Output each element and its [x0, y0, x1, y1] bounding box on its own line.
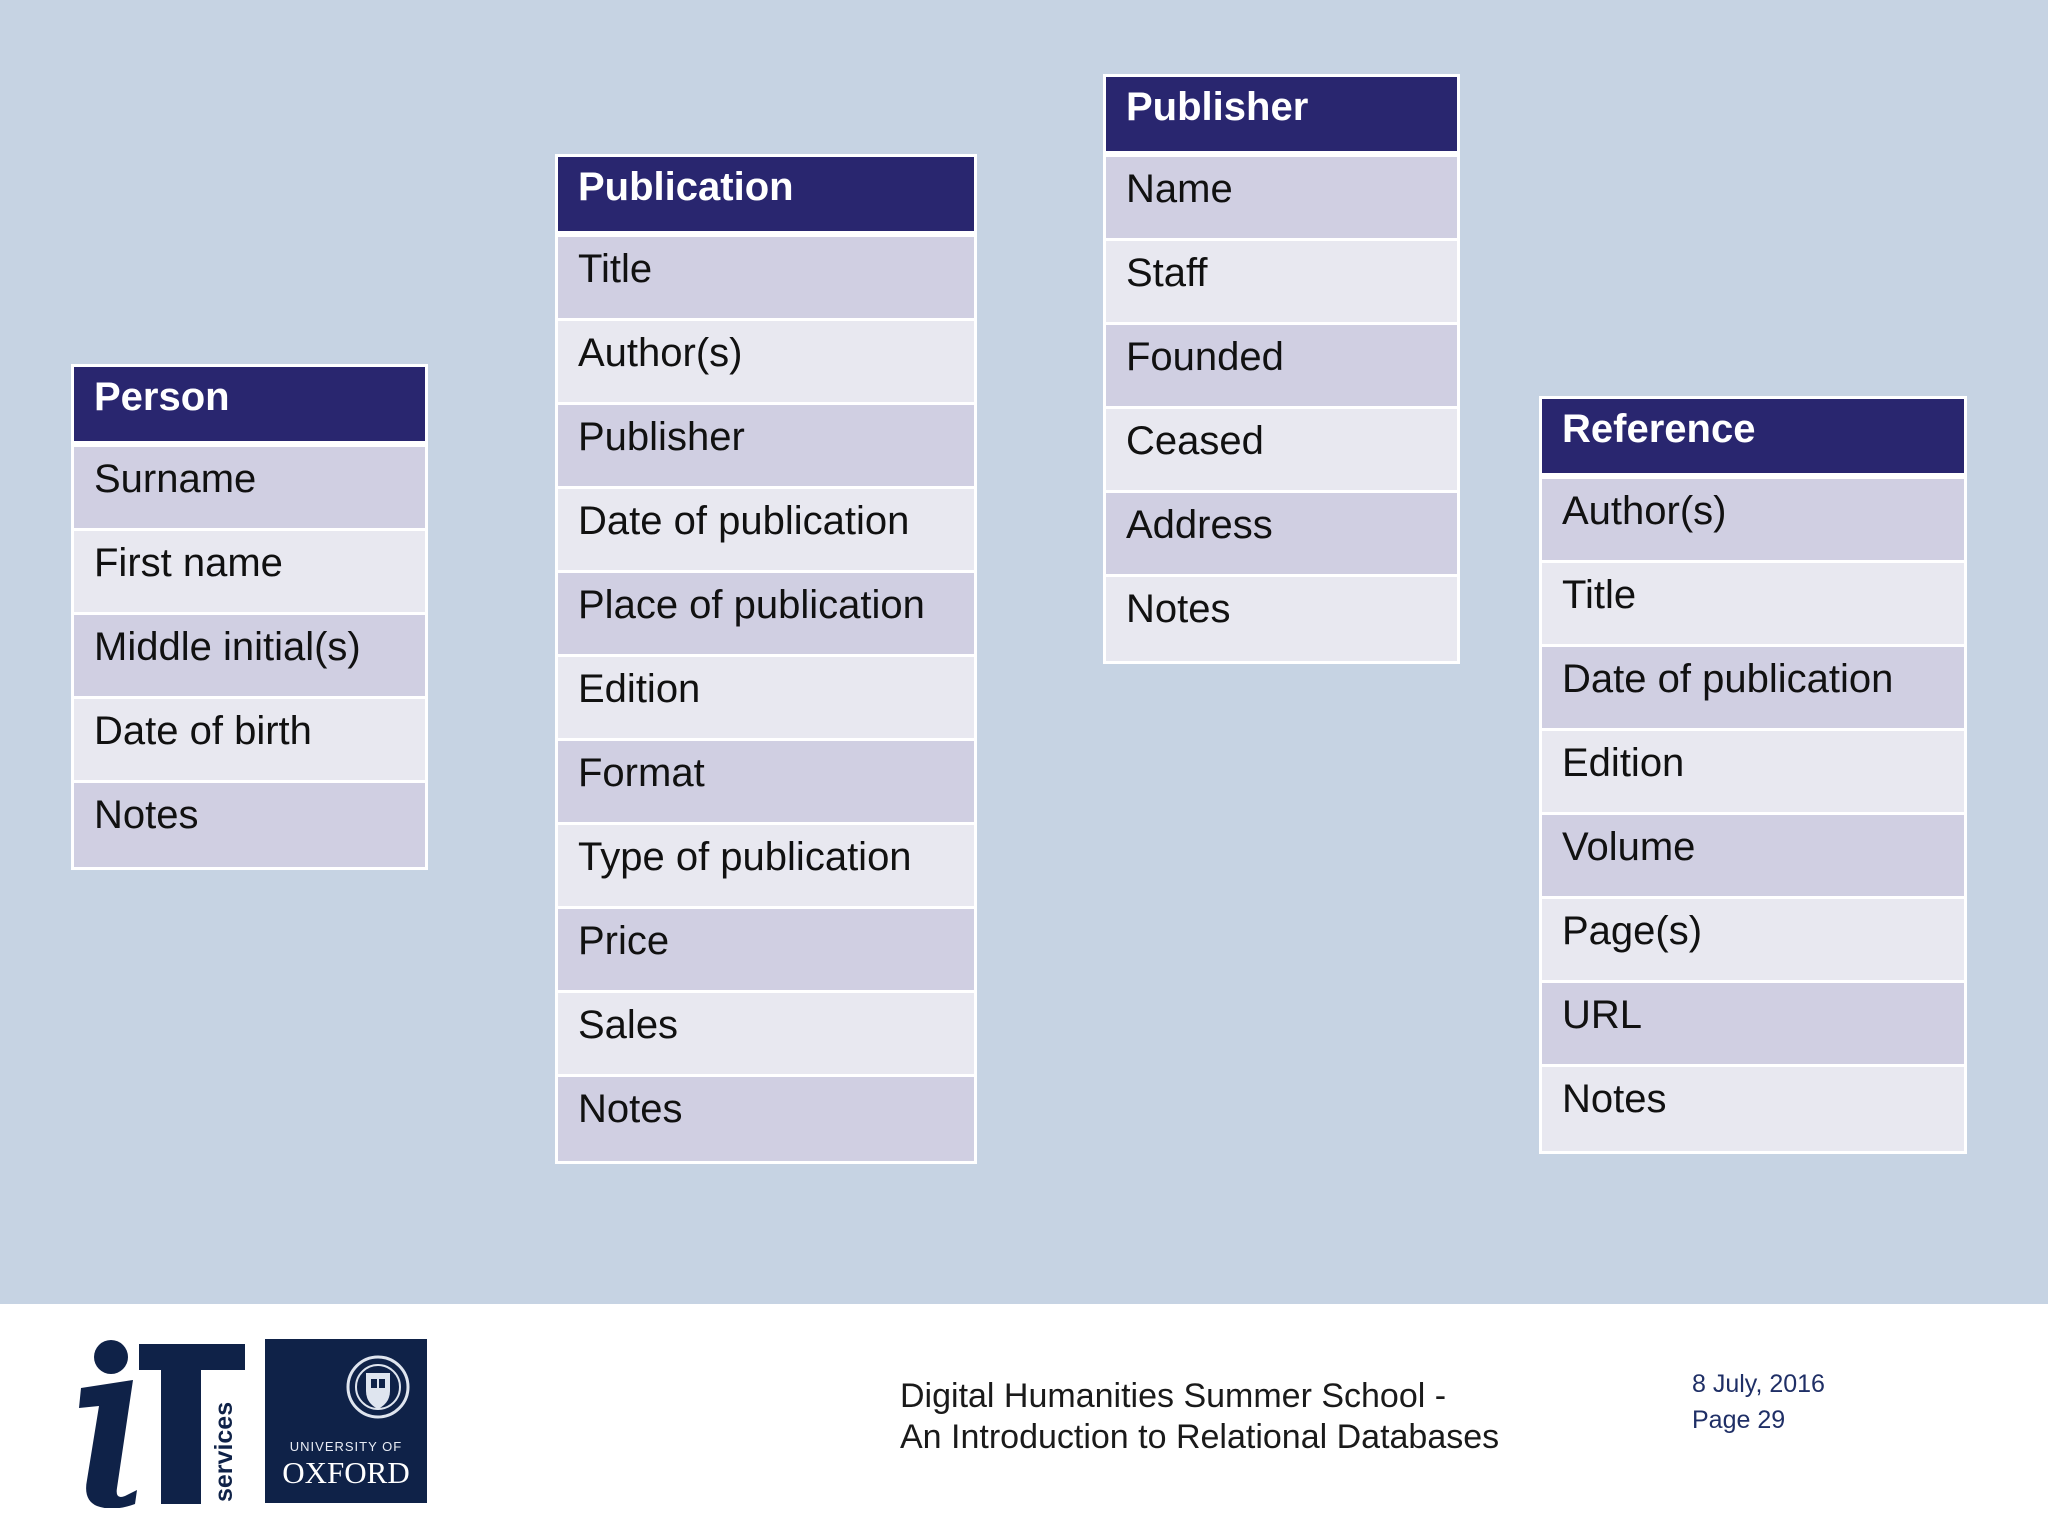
table-reference-field: Author(s)	[1542, 479, 1964, 563]
table-publication-field: Sales	[558, 993, 974, 1077]
oxford-logo	[265, 1339, 427, 1503]
table-reference-field: Edition	[1542, 731, 1964, 815]
table-publisher-header: Publisher	[1106, 77, 1457, 157]
table-person	[71, 364, 428, 870]
table-reference-field: Title	[1542, 563, 1964, 647]
table-publication-header: Publication	[558, 157, 974, 237]
table-publication-field: Publisher	[558, 405, 974, 489]
table-publication-field: Title	[558, 237, 974, 321]
table-reference-field: Volume	[1542, 815, 1964, 899]
table-publication-field: Notes	[558, 1077, 974, 1161]
table-person-field: Middle initial(s)	[74, 615, 425, 699]
table-publication-field: Place of publication	[558, 573, 974, 657]
table-publication-field: Format	[558, 741, 974, 825]
oxford-name-label: OXFORD	[282, 1455, 410, 1490]
table-person-field: Surname	[74, 447, 425, 531]
table-publication-field: Type of publication	[558, 825, 974, 909]
table-publication-field: Date of publication	[558, 489, 974, 573]
table-publication-field: Price	[558, 909, 974, 993]
oxford-university-label: UNIVERSITY OF	[289, 1439, 403, 1454]
oxford-crest-icon	[265, 1339, 427, 1439]
table-publication-field: Edition	[558, 657, 974, 741]
presentation-title-line1: Digital Humanities Summer School -	[900, 1377, 1447, 1415]
table-publisher-field: Staff	[1106, 241, 1457, 325]
table-publisher-field: Founded	[1106, 325, 1457, 409]
slide-page-number: Page 29	[1692, 1406, 1786, 1434]
table-publisher-field: Name	[1106, 157, 1457, 241]
table-person-header: Person	[74, 367, 425, 447]
table-reference	[1539, 396, 1967, 1154]
presentation-title-line2: An Introduction to Relational Databases	[900, 1418, 1500, 1456]
table-publisher-field: Notes	[1106, 577, 1457, 661]
table-publisher-field: Ceased	[1106, 409, 1457, 493]
table-person-field: Date of birth	[74, 699, 425, 783]
presentation-title	[900, 1376, 1499, 1458]
slide-date: 8 July, 2016	[1692, 1370, 1825, 1398]
table-person-field: Notes	[74, 783, 425, 867]
table-publication-field: Author(s)	[558, 321, 974, 405]
table-publisher-field: Address	[1106, 493, 1457, 577]
slide-meta	[1692, 1366, 1825, 1438]
table-publisher	[1103, 74, 1460, 664]
table-reference-field: URL	[1542, 983, 1964, 1067]
table-publication	[555, 154, 977, 1164]
table-reference-header: Reference	[1542, 399, 1964, 479]
table-reference-field: Page(s)	[1542, 899, 1964, 983]
table-reference-field: Notes	[1542, 1067, 1964, 1151]
table-reference-field: Date of publication	[1542, 647, 1964, 731]
it-services-logo	[55, 1340, 245, 1508]
footer	[0, 1304, 2048, 1536]
it-services-text: services	[210, 1401, 238, 1502]
table-person-field: First name	[74, 531, 425, 615]
